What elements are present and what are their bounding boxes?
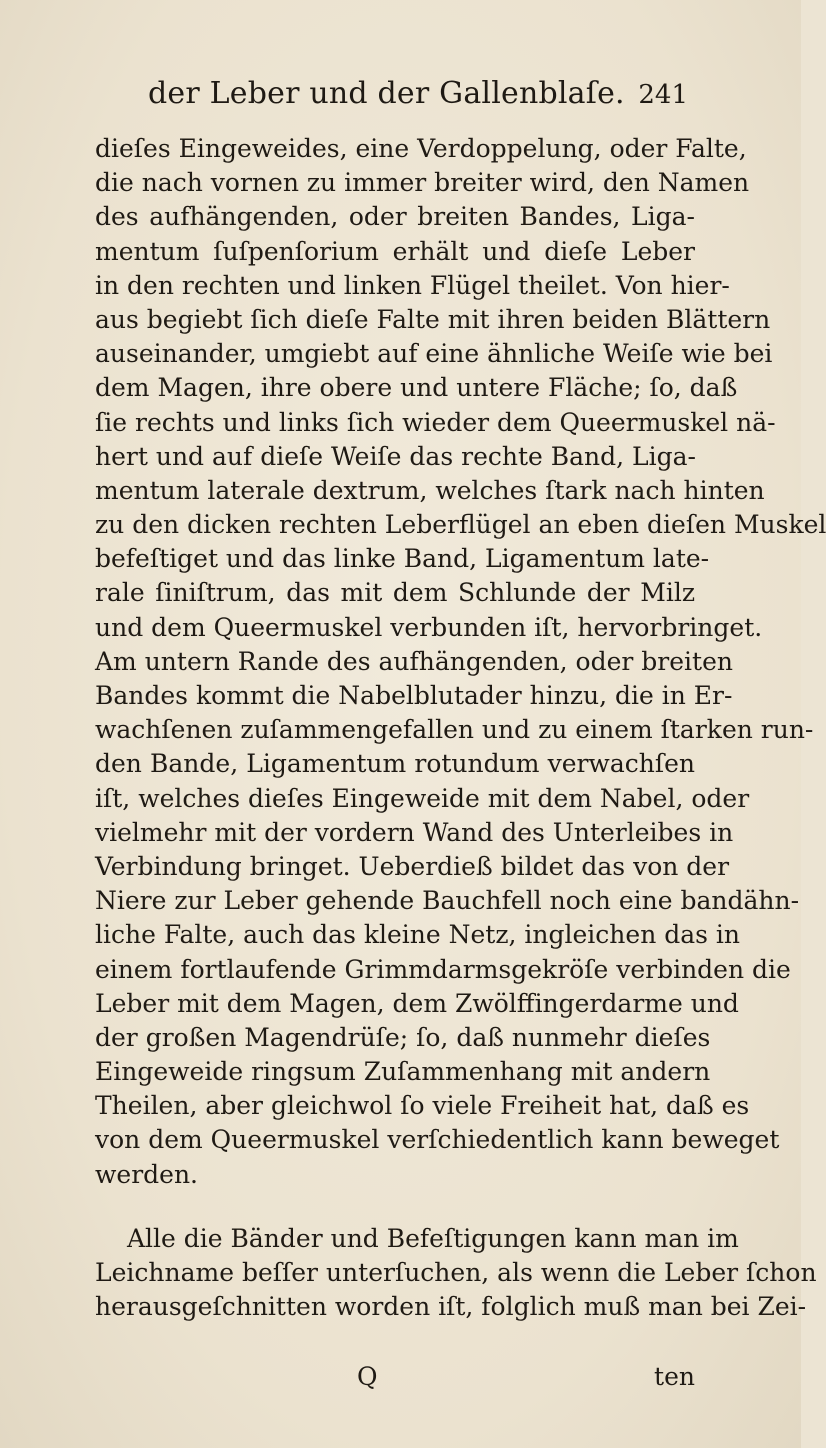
text-line: Eingeweide ringsum Zuſammenhang mit andern (95, 1057, 711, 1087)
text-line: Leber mit dem Magen, dem Zwölffingerdarme und (95, 988, 739, 1018)
text-line: auseinander, umgiebt auf eine ähnliche Weiſe wie bei (95, 339, 773, 369)
text-line: vielmehr mit der vordern Wand des Unterleibes in (95, 817, 734, 847)
text-line: mentum laterale dextrum, welches ſtark nach hinten (95, 475, 765, 505)
paragraph-2 (95, 1222, 817, 1325)
text-line: zu den dicken rechten Leberflügel an eben dieſen Muskel (95, 510, 826, 540)
paragraph-1 (95, 132, 826, 1192)
text-line: liche Falte, auch das kleine Netz, ingleichen das in (95, 920, 741, 950)
text-line: Leichname beſſer unterſuchen, als wenn die Leber ſchon (95, 1258, 817, 1287)
text-line: und dem Queermuskel verbunden iſt, hervorbringet. (95, 612, 763, 642)
text-line: rale ſiniſtrum, das mit dem Schlunde der Milz (95, 578, 695, 608)
text-line: Niere zur Leber gehende Bauchfell noch eine bandähn- (95, 886, 800, 916)
text-line: den Bande, Ligamentum rotundum verwachſen (95, 749, 695, 779)
text-line: dieſes Eingeweides, eine Verdoppelung, oder Falte, (95, 134, 747, 163)
text-line: von dem Queermuskel verſchiedentlich kann beweget (95, 1125, 780, 1155)
text-line: iſt, welches dieſes Eingeweide mit dem Nabel, oder (95, 783, 750, 813)
text-line: des aufhängenden, oder breiten Bandes, Liga- (95, 202, 695, 232)
text-line: die nach vornen zu immer breiter wird, den Namen (95, 168, 750, 198)
running-head (148, 76, 688, 120)
text-line: befeſtiget und das linke Band, Ligamentum late- (95, 544, 710, 574)
text-line: aus begiebt ſich dieſe Falte mit ihren beiden Blättern (95, 304, 771, 334)
text-line: herausgeſchnitten worden iſt, folglich muß man bei Zei- (95, 1292, 807, 1322)
text-line: hert und auf dieſe Weiſe das rechte Band, Liga- (95, 441, 696, 471)
text-line: ſie rechts und links ſich wieder dem Queermuskel nä- (95, 407, 776, 437)
catchword: ten (654, 1362, 695, 1391)
page-footer (95, 1362, 695, 1398)
text-line: einem fortlaufende Grimmdarmsgekröſe verbinden die (95, 954, 791, 984)
text-line: Am untern Rande des aufhängenden, oder breiten (95, 646, 733, 676)
text-line: Verbindung bringet. Ueberdieß bildet das von der (95, 851, 730, 881)
text-line: mentum ſuſpenſorium erhält und dieſe Leber (95, 236, 695, 266)
text-line: der großen Magendrüſe; ſo, daß nunmehr dieſes (95, 1022, 711, 1052)
text-line: werden. (95, 1159, 198, 1189)
signature-mark: Q (357, 1362, 378, 1391)
running-title: der Leber und der Gallenblaſe. (148, 76, 625, 111)
paragraph-gap (95, 1192, 695, 1222)
body-text (95, 132, 826, 1324)
text-line: dem Magen, ihre obere und untere Fläche; ſo, daß (95, 373, 738, 403)
text-line: Bandes kommt die Nabelblutader hinzu, die in Er- (95, 681, 733, 710)
text-line: Theilen, aber gleichwol ſo viele Freiheit hat, daß es (95, 1091, 750, 1121)
text-line: Alle die Bänder und Befeſtigungen kann man im (127, 1223, 739, 1253)
page-number: 241 (638, 80, 688, 110)
text-line: wachſenen zuſammengefallen und zu einem ſtarken run- (95, 715, 814, 745)
text-line: in den rechten und linken Flügel theilet. Von hier- (95, 270, 730, 300)
